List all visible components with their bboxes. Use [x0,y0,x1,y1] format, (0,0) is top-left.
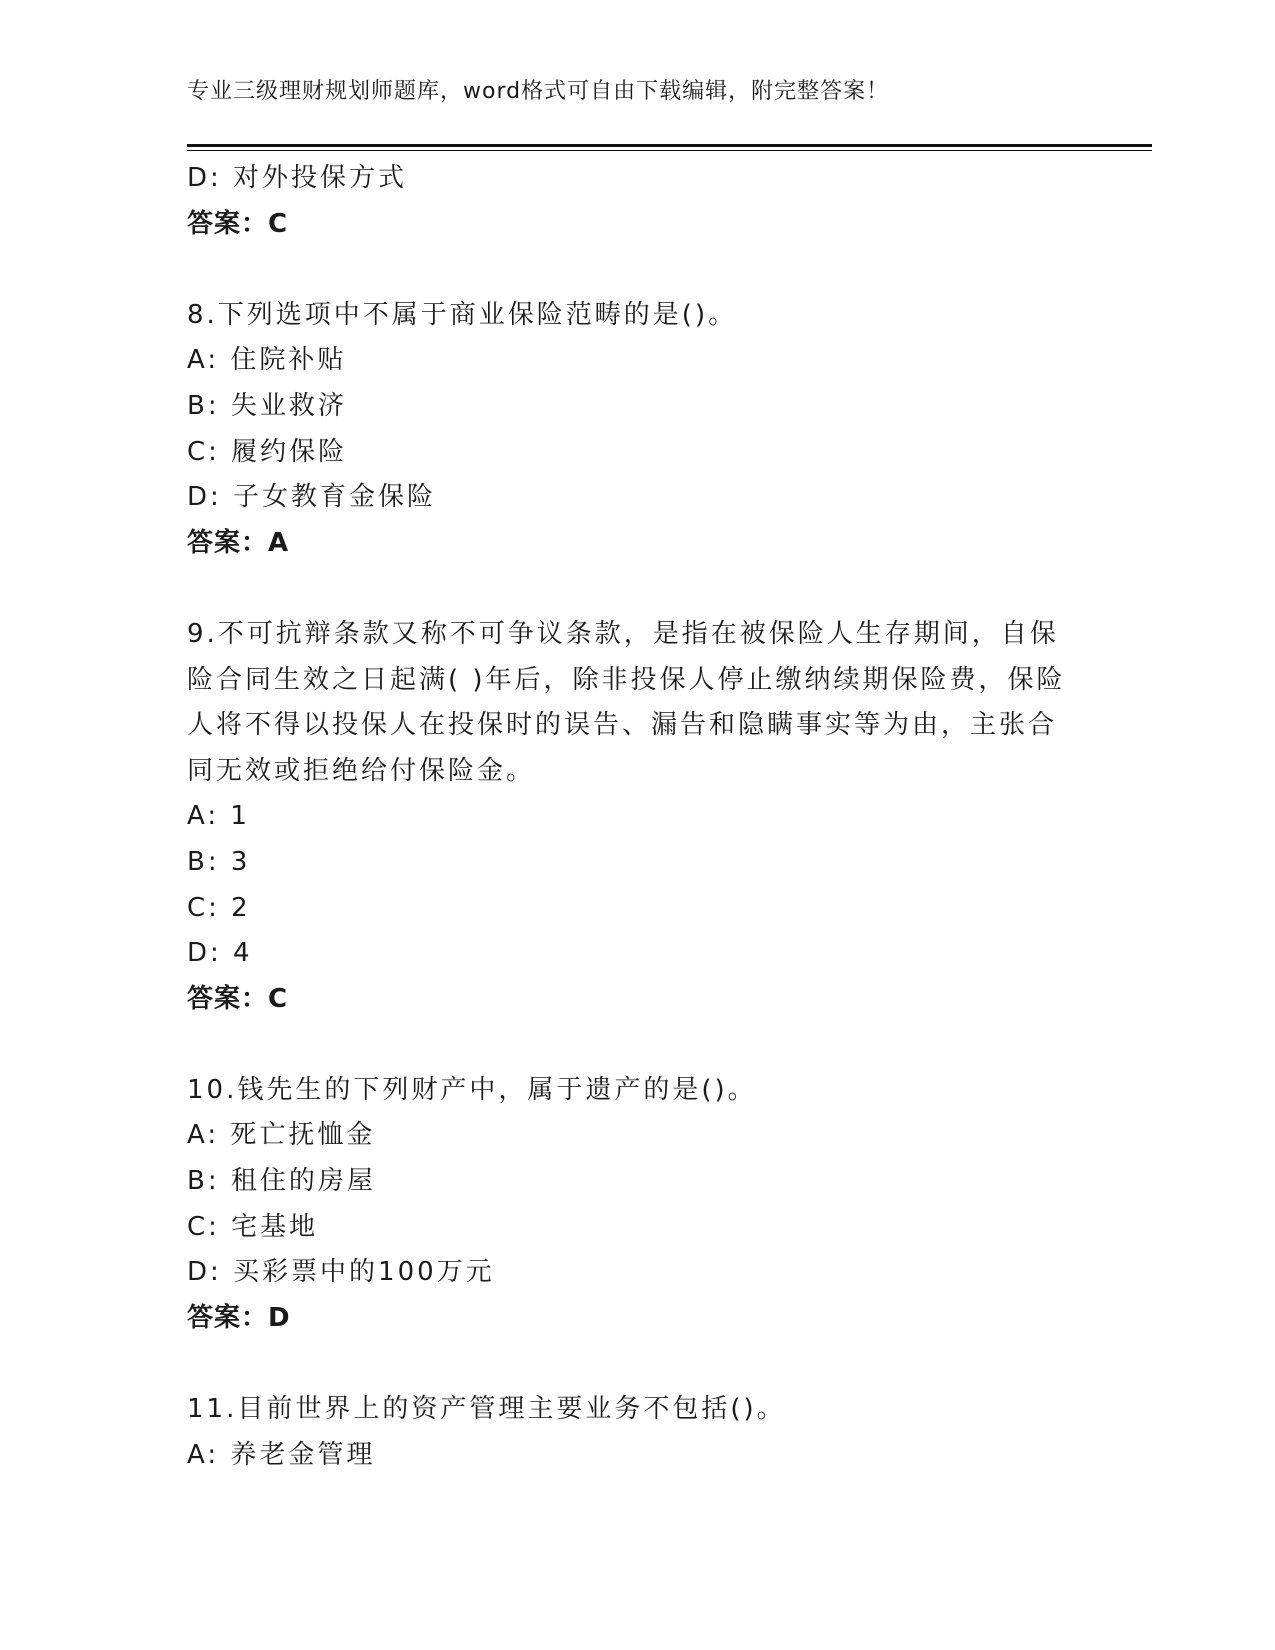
q7-answer: 答案：C [187,208,289,239]
spacer [187,1341,1087,1387]
q10-option-d: D: 买彩票中的100万元 [187,1257,495,1288]
q9-option-b: B: 3 [187,846,251,877]
q9-stem-line-1: 9.不可抗辩条款又称不可争议条款，是指在被保险人生存期间，自保 [187,618,1059,649]
q7-option-d: D: 对外投保方式 [187,163,408,193]
q11-option-a: A: 养老金管理 [187,1439,376,1470]
q9-stem-line-3: 人将不得以投保人在投保时的误告、漏告和隐瞒事实等为由，主张合 [187,710,1058,741]
q10-stem: 10.钱先生的下列财产中，属于遗产的是()。 [187,1074,757,1105]
header-rule-thick [187,144,1152,147]
q8-stem: 8.下列选项中不属于商业保险范畴的是()。 [187,299,738,330]
q10-option-a: A: 死亡抚恤金 [187,1120,376,1151]
q9-stem-line-2: 险合同生效之日起满( )年后，除非投保人停止缴纳续期保险费，保险 [187,664,1066,695]
q11-stem: 11.目前世界上的资产管理主要业务不包括()。 [187,1394,786,1425]
q8-option-a: A: 住院补贴 [187,345,347,376]
q8-answer: 答案：A [187,527,290,558]
spacer [187,247,1087,293]
q8-option-d: D: 子女教育金保险 [187,482,437,513]
q10-answer: 答案：D [187,1302,291,1333]
question-content [187,156,1087,1478]
q9-option-a: A: 1 [187,801,250,832]
page-header: 专业三级理财规划师题库，word格式可自由下载编辑，附完整答案！ [187,79,890,104]
q8-option-b: B: 失业救济 [187,390,347,421]
q9-answer: 答案：C [187,983,289,1014]
q10-option-c: C: 宅基地 [187,1211,319,1242]
spacer [187,1022,1087,1068]
q10-option-b: B: 租住的房屋 [187,1166,376,1197]
q8-option-c: C: 履约保险 [187,436,348,467]
q9-option-c: C: 2 [187,892,251,923]
q9-option-d: D: 4 [187,938,253,969]
q9-stem-line-4: 同无效或拒绝给付保险金。 [187,755,536,786]
spacer [187,566,1087,612]
header-rule-thin [187,150,1152,151]
